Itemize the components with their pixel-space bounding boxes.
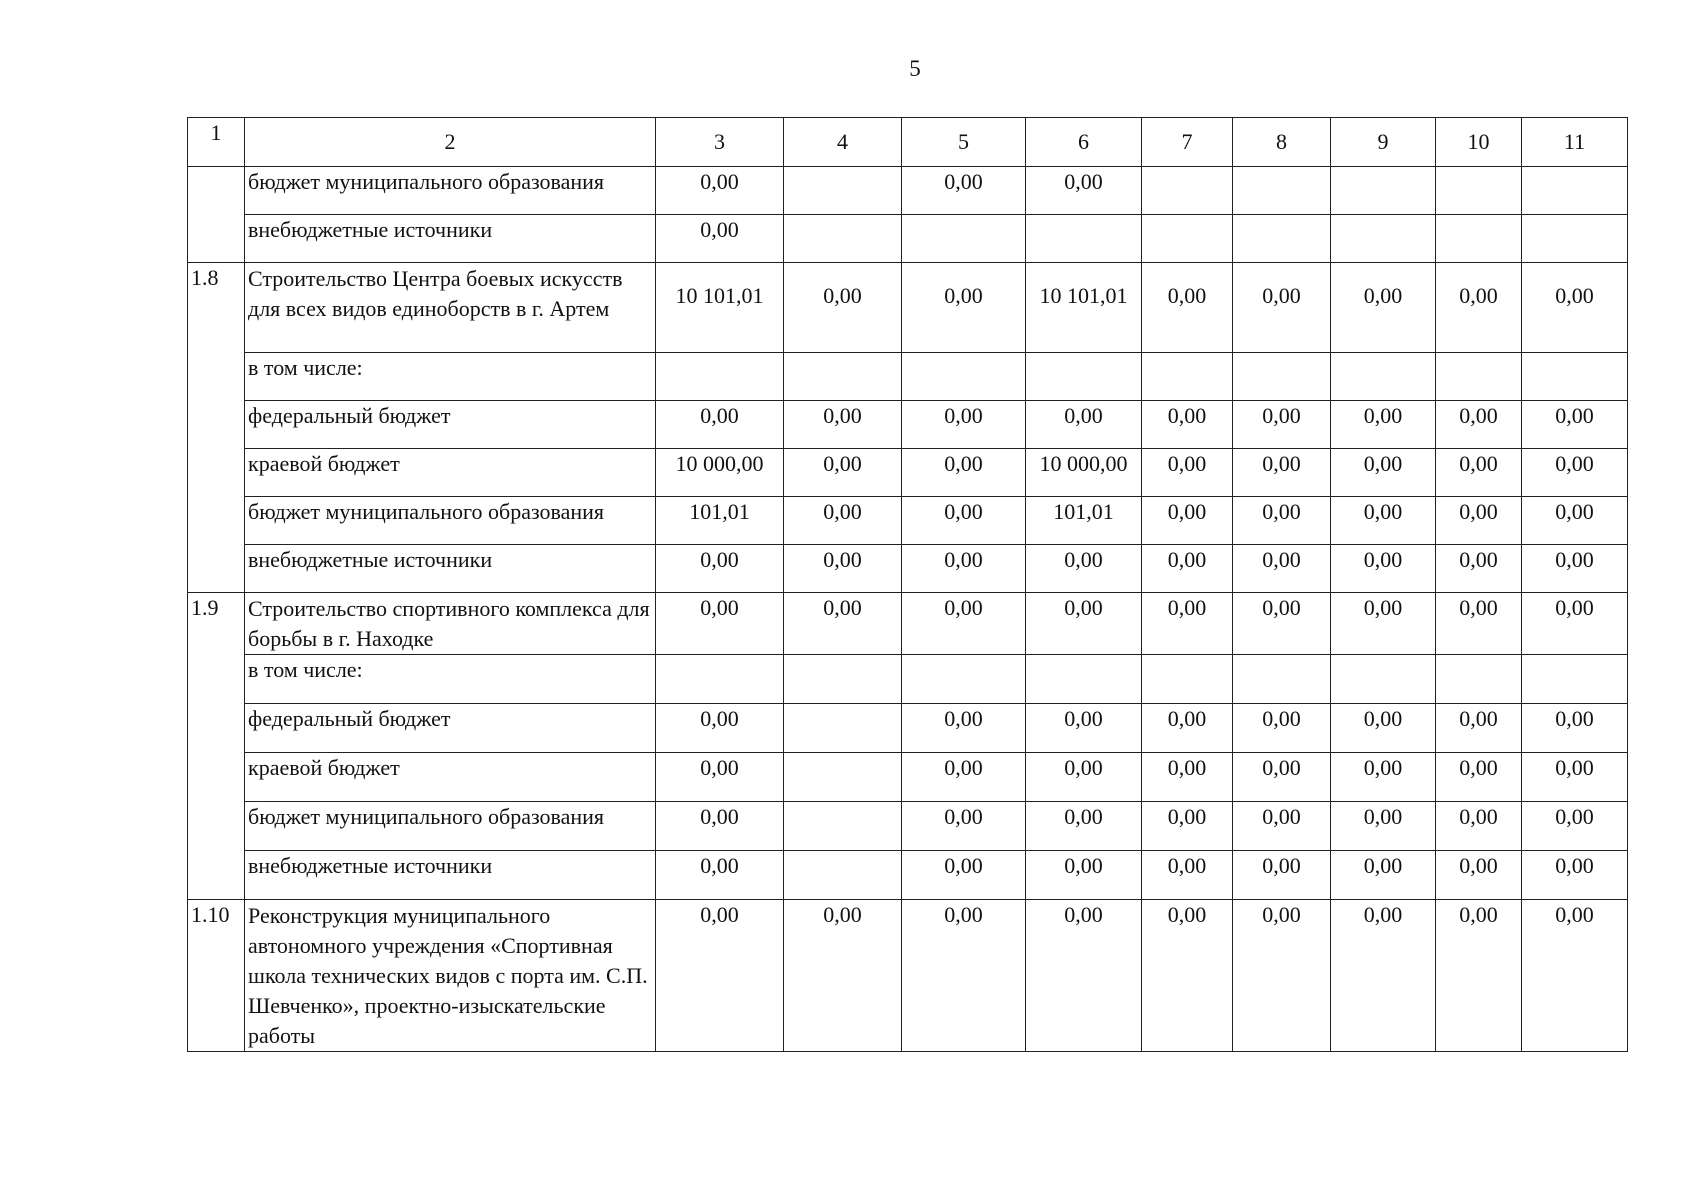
value-cell: 0,00: [1522, 753, 1628, 802]
value-cell: 0,00: [1436, 497, 1522, 545]
value-cell: 0,00: [902, 851, 1026, 900]
value-cell: 0,00: [656, 545, 784, 593]
header-cell: 9: [1331, 118, 1436, 167]
value-cell: 0,00: [1331, 593, 1436, 655]
value-cell: 0,00: [1522, 497, 1628, 545]
value-cell: 10 000,00: [1026, 449, 1142, 497]
value-cell: [1436, 167, 1522, 215]
table-row: [188, 215, 1628, 263]
row-label: в том числе:: [245, 655, 656, 704]
value-cell: 0,00: [1233, 497, 1331, 545]
value-cell: 0,00: [656, 215, 784, 263]
header-cell: 8: [1233, 118, 1331, 167]
header-cell: 7: [1142, 118, 1233, 167]
value-cell: [1233, 215, 1331, 263]
value-cell: [656, 655, 784, 704]
value-cell: 0,00: [902, 802, 1026, 851]
row-label: бюджет муниципального образования: [245, 167, 656, 215]
value-cell: 0,00: [784, 545, 902, 593]
value-cell: [1331, 655, 1436, 704]
value-cell: 0,00: [784, 497, 902, 545]
row-label: федеральный бюджет: [245, 704, 656, 753]
item-title: Реконструкция муниципального автономного учреждения «Спортивная школа технических видов с порта им. С.П. Шевченко», проектно-изыскательские работы: [245, 900, 656, 1052]
value-cell: 0,00: [1233, 851, 1331, 900]
value-cell: 10 101,01: [1026, 263, 1142, 353]
value-cell: 0,00: [1026, 900, 1142, 1052]
header-cell: 11: [1522, 118, 1628, 167]
value-cell: 0,00: [1331, 449, 1436, 497]
value-cell: 0,00: [1142, 851, 1233, 900]
value-cell: [902, 655, 1026, 704]
value-cell: 0,00: [1331, 263, 1436, 353]
value-cell: 0,00: [1436, 851, 1522, 900]
value-cell: 0,00: [1331, 704, 1436, 753]
header-row: [188, 118, 1628, 167]
page-number: 5: [909, 56, 921, 81]
value-cell: 0,00: [1522, 900, 1628, 1052]
value-cell: [1142, 215, 1233, 263]
value-cell: 0,00: [1331, 497, 1436, 545]
table-row: [188, 263, 1628, 353]
value-cell: 0,00: [1436, 704, 1522, 753]
value-cell: 0,00: [902, 401, 1026, 449]
table-row: [188, 545, 1628, 593]
value-cell: 0,00: [1331, 401, 1436, 449]
value-cell: 0,00: [1522, 263, 1628, 353]
table-row: [188, 753, 1628, 802]
value-cell: [1026, 655, 1142, 704]
table-row: [188, 802, 1628, 851]
table-row: [188, 593, 1628, 655]
value-cell: 0,00: [1233, 263, 1331, 353]
value-cell: 0,00: [902, 545, 1026, 593]
value-cell: [1522, 167, 1628, 215]
value-cell: 0,00: [656, 593, 784, 655]
value-cell: 0,00: [1331, 900, 1436, 1052]
value-cell: 0,00: [1142, 263, 1233, 353]
header-cell: 6: [1026, 118, 1142, 167]
value-cell: 0,00: [656, 753, 784, 802]
value-cell: 0,00: [902, 497, 1026, 545]
value-cell: 0,00: [902, 449, 1026, 497]
value-cell: [902, 215, 1026, 263]
row-label: в том числе:: [245, 353, 656, 401]
table-row: [188, 704, 1628, 753]
value-cell: 0,00: [1233, 802, 1331, 851]
value-cell: [1436, 353, 1522, 401]
value-cell: [784, 353, 902, 401]
value-cell: 10 101,01: [656, 263, 784, 353]
value-cell: [1522, 655, 1628, 704]
value-cell: 0,00: [1233, 753, 1331, 802]
value-cell: 0,00: [1331, 851, 1436, 900]
value-cell: [784, 655, 902, 704]
value-cell: 0,00: [1331, 802, 1436, 851]
value-cell: 0,00: [1522, 449, 1628, 497]
value-cell: 0,00: [1436, 753, 1522, 802]
table-row: [188, 851, 1628, 900]
value-cell: [1233, 353, 1331, 401]
value-cell: 0,00: [1142, 449, 1233, 497]
value-cell: 0,00: [1522, 704, 1628, 753]
value-cell: 0,00: [1436, 593, 1522, 655]
table-row: [188, 900, 1628, 1052]
value-cell: 0,00: [1233, 900, 1331, 1052]
table-row: [188, 401, 1628, 449]
row-label: внебюджетные источники: [245, 545, 656, 593]
header-cell: 2: [245, 118, 656, 167]
value-cell: 0,00: [1142, 900, 1233, 1052]
value-cell: 0,00: [1233, 704, 1331, 753]
value-cell: 101,01: [656, 497, 784, 545]
value-cell: 0,00: [1233, 401, 1331, 449]
value-cell: 0,00: [656, 704, 784, 753]
value-cell: 0,00: [1142, 401, 1233, 449]
value-cell: [784, 167, 902, 215]
value-cell: 0,00: [1026, 167, 1142, 215]
value-cell: 0,00: [656, 900, 784, 1052]
header-cell: 5: [902, 118, 1026, 167]
value-cell: 0,00: [784, 449, 902, 497]
value-cell: 0,00: [656, 802, 784, 851]
row-label: федеральный бюджет: [245, 401, 656, 449]
header-cell: 3: [656, 118, 784, 167]
value-cell: 0,00: [784, 263, 902, 353]
row-index: 1.10: [188, 900, 245, 1052]
value-cell: 0,00: [1522, 851, 1628, 900]
value-cell: [1233, 655, 1331, 704]
value-cell: 0,00: [902, 593, 1026, 655]
value-cell: 0,00: [1026, 593, 1142, 655]
value-cell: 0,00: [902, 167, 1026, 215]
value-cell: [1026, 215, 1142, 263]
value-cell: 0,00: [1026, 401, 1142, 449]
value-cell: [1233, 167, 1331, 215]
value-cell: [1522, 353, 1628, 401]
value-cell: 0,00: [1436, 545, 1522, 593]
value-cell: 0,00: [1026, 704, 1142, 753]
value-cell: 0,00: [1233, 593, 1331, 655]
value-cell: [784, 215, 902, 263]
table-row: [188, 353, 1628, 401]
item-title: Строительство Центра боевых искусств для всех видов единоборств в г. Артем: [245, 263, 656, 353]
value-cell: [1331, 167, 1436, 215]
row-index: 1.8: [188, 263, 245, 593]
value-cell: 0,00: [1436, 802, 1522, 851]
row-label: бюджет муниципального образования: [245, 497, 656, 545]
value-cell: 0,00: [1142, 593, 1233, 655]
value-cell: [656, 353, 784, 401]
value-cell: 0,00: [1142, 802, 1233, 851]
value-cell: 0,00: [1142, 545, 1233, 593]
value-cell: 0,00: [1233, 545, 1331, 593]
value-cell: 0,00: [902, 753, 1026, 802]
table-row: [188, 497, 1628, 545]
value-cell: [1436, 215, 1522, 263]
value-cell: 0,00: [1522, 593, 1628, 655]
value-cell: [784, 802, 902, 851]
value-cell: 0,00: [1026, 753, 1142, 802]
value-cell: [1142, 167, 1233, 215]
row-index: 1.9: [188, 593, 245, 900]
value-cell: 0,00: [656, 401, 784, 449]
value-cell: 0,00: [784, 593, 902, 655]
value-cell: 0,00: [1026, 545, 1142, 593]
value-cell: 0,00: [784, 900, 902, 1052]
value-cell: 0,00: [1436, 401, 1522, 449]
budget-table: [187, 117, 1628, 1052]
value-cell: 101,01: [1026, 497, 1142, 545]
value-cell: 0,00: [1436, 900, 1522, 1052]
value-cell: [902, 353, 1026, 401]
value-cell: [1436, 655, 1522, 704]
row-label: краевой бюджет: [245, 753, 656, 802]
value-cell: 0,00: [1142, 497, 1233, 545]
row-label: внебюджетные источники: [245, 851, 656, 900]
value-cell: 10 000,00: [656, 449, 784, 497]
value-cell: 0,00: [1436, 449, 1522, 497]
value-cell: 0,00: [656, 167, 784, 215]
value-cell: [784, 704, 902, 753]
header-cell: 10: [1436, 118, 1522, 167]
value-cell: 0,00: [1233, 449, 1331, 497]
value-cell: 0,00: [1522, 545, 1628, 593]
header-cell: 1: [188, 118, 245, 167]
value-cell: 0,00: [902, 704, 1026, 753]
value-cell: 0,00: [1026, 802, 1142, 851]
value-cell: 0,00: [1026, 851, 1142, 900]
value-cell: [784, 753, 902, 802]
table-row: [188, 655, 1628, 704]
value-cell: 0,00: [1522, 401, 1628, 449]
header-cell: 4: [784, 118, 902, 167]
value-cell: 0,00: [902, 263, 1026, 353]
value-cell: [1142, 353, 1233, 401]
value-cell: 0,00: [1331, 753, 1436, 802]
value-cell: [1331, 353, 1436, 401]
row-index: [188, 167, 245, 263]
value-cell: 0,00: [902, 900, 1026, 1052]
value-cell: [1522, 215, 1628, 263]
value-cell: 0,00: [1522, 802, 1628, 851]
item-title: Строительство спортивного комплекса для борьбы в г. Находке: [245, 593, 656, 655]
value-cell: 0,00: [784, 401, 902, 449]
row-label: внебюджетные источники: [245, 215, 656, 263]
value-cell: 0,00: [1142, 753, 1233, 802]
value-cell: 0,00: [1436, 263, 1522, 353]
value-cell: [1331, 215, 1436, 263]
value-cell: 0,00: [1331, 545, 1436, 593]
value-cell: [1026, 353, 1142, 401]
value-cell: 0,00: [656, 851, 784, 900]
value-cell: [784, 851, 902, 900]
row-label: краевой бюджет: [245, 449, 656, 497]
value-cell: [1142, 655, 1233, 704]
row-label: бюджет муниципального образования: [245, 802, 656, 851]
table-row: [188, 167, 1628, 215]
value-cell: 0,00: [1142, 704, 1233, 753]
table-row: [188, 449, 1628, 497]
